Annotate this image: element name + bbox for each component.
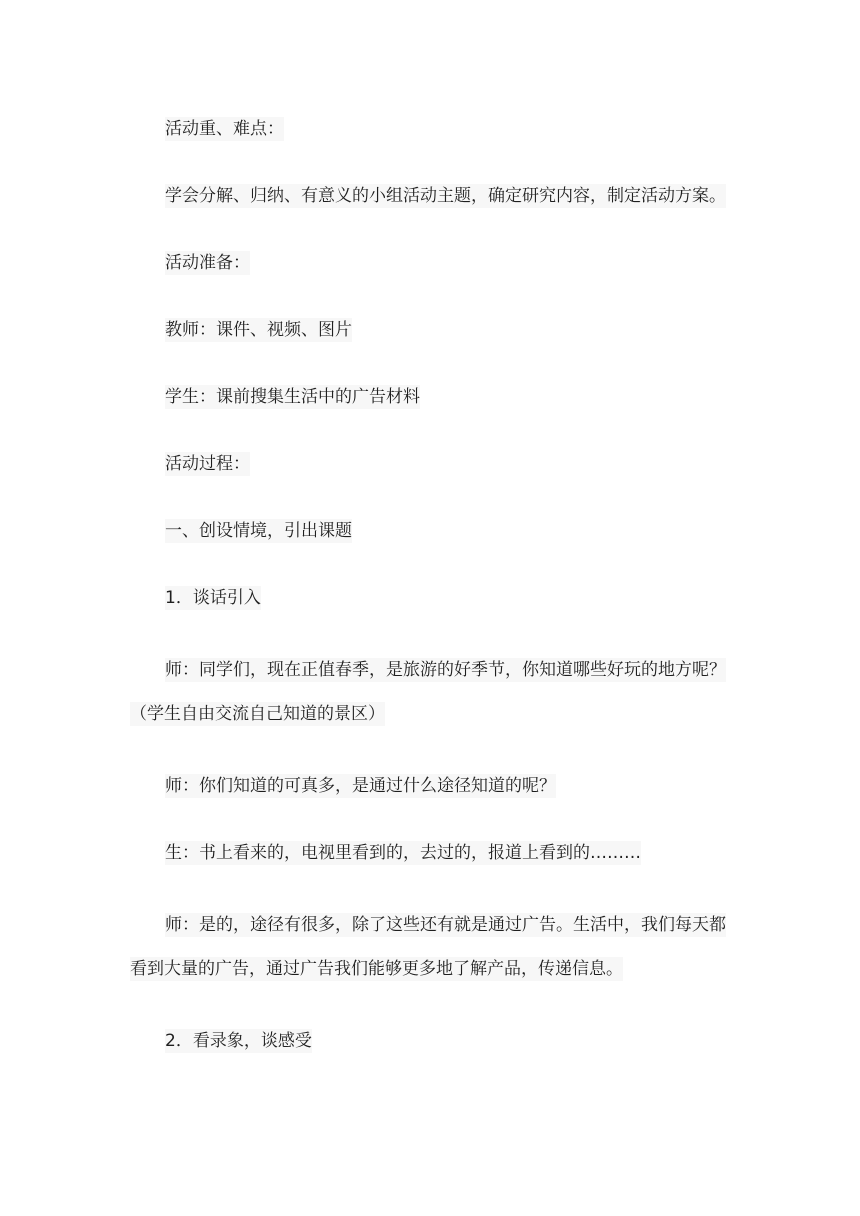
paragraph-student-materials: 学生：课前搜集生活中的广告材料	[165, 387, 420, 407]
paragraph-key-points: 学会分解、归纳、有意义的小组活动主题，确定研究内容，制定活动方案。	[165, 186, 726, 206]
paragraph-section-one: 一、创设情境，引出课题	[165, 521, 352, 541]
paragraph-teacher-summary: 师：是的，途径有很多，除了这些还有就是通过广告。生活中，我们每天都看到大量的广告，通过广告我们能够更多地了解产品，传递信息。	[130, 915, 726, 979]
paragraph-preparation-heading: 活动准备：	[165, 253, 250, 273]
paragraph-teacher-materials: 教师：课件、视频、图片	[165, 320, 352, 340]
paragraph-key-points-heading: 活动重、难点：	[165, 119, 284, 139]
paragraph-teacher-question-one: 师：同学们，现在正值春季，是旅游的好季节，你知道哪些好玩的地方呢？（学生自由交流自己知道的景区）	[130, 660, 726, 724]
paragraph-teacher-question-two: 师：你们知道的可真多，是通过什么途径知道的呢？	[165, 776, 556, 796]
document-body	[130, 112, 740, 1091]
paragraph-step-two: 2．看录象，谈感受	[165, 1031, 312, 1051]
paragraph-student-answer: 生：书上看来的，电视里看到的，去过的，报道上看到的………	[165, 843, 641, 863]
paragraph-process-heading: 活动过程：	[165, 454, 250, 474]
paragraph-step-one: 1．谈话引入	[165, 588, 261, 608]
